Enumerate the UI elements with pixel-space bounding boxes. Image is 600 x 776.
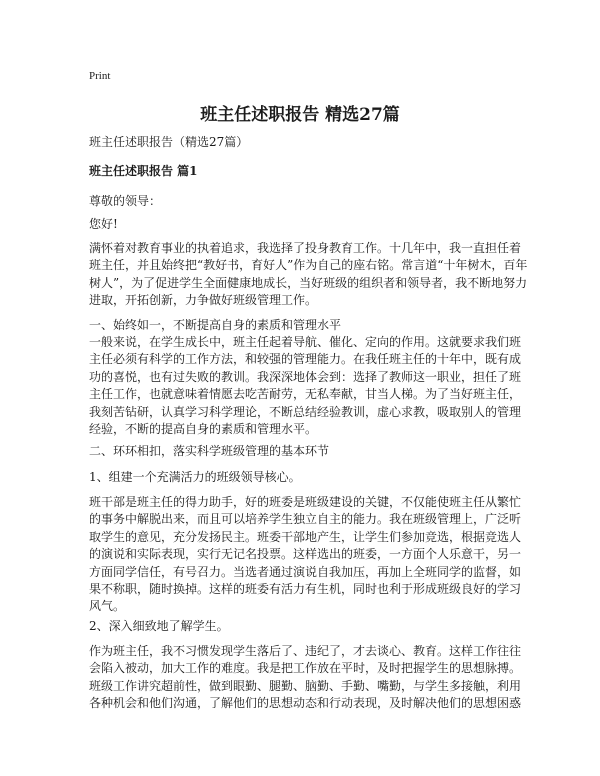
subheading-one: 1、组建一个充满活力的班级领导核心。	[89, 470, 301, 484]
greeting: 尊敬的领导：	[89, 194, 162, 208]
paragraph-self-improvement: 一般来说，在学生成长中，班主任起着导航、催化、定向的作用。这就要求我们班主任必须有科学的工作方法，和较强的管理能力。在我任班主任的十年中，既有成功的喜悦，也有过失败的教训。我深深地体会到：选择了教师这一职业，担任了班主任工作，也就意味着情愿去吃苦耐劳，无私奉献，甘当人梯。为了当好班主任，我刻苦钻研，认真学习科学理论，不断总结经验教训，虚心求教，吸取别人的管理经验，不断的提高自身的素质和管理水平。	[89, 335, 522, 437]
page-title: 班主任述职报告 精选27篇	[200, 105, 400, 125]
heading-one: 一、始终如一，不断提高自身的素质和管理水平	[89, 318, 342, 332]
heading-two: 二、环环相扣，落实科学班级管理的基本环节	[89, 444, 330, 458]
subheading-two: 2、深入细致地了解学生。	[89, 619, 229, 633]
paragraph-intro: 满怀着对教育事业的执着追求，我选择了投身教育工作。十几年中，我一直担任着班主任，并且始终把“教好书，育好人”作为自己的座右铭。常言道“十年树木，百年树人”，为了促进学生全面健康地成长，当好班级的组织者和领导者，我不断地努力进取，开拓创新，力争做好班级管理工作。	[89, 241, 528, 308]
paragraph-understand-students: 作为班主任，我不习惯发现学生落后了、违纪了，才去谈心、教育。这样工作往往会陷入被动，加大工作的难度。我是把工作放在平时，及时把握学生的思想脉搏。班级工作讲究超前性，做到眼勤、腿勤、脑勤、手勤、嘴勤，与学生多接触，利用各种机会和他们沟通，了解他们的思想动态和行动表现，及时解决他们的思想困惑	[89, 644, 522, 711]
document-subtitle: 班主任述职报告（精选27篇）	[89, 135, 249, 149]
section-title: 班主任述职报告 篇1	[89, 164, 198, 178]
print-link[interactable]: Print	[89, 70, 111, 82]
salutation: 您好!	[89, 217, 118, 231]
paragraph-class-leadership: 班干部是班主任的得力助手，好的班委是班级建设的关键，不仅能使班主任从繁忙的事务中解脱出来，而且可以培养学生独立自主的能力。我在班级管理上，广泛听取学生的意见，充分发扬民主。班委干部地产生，让学生们参加竞选，根据竞选人的演说和实际表现，实行无记名投票。这样选出的班委，一方面个人乐意干，另一方面同学信任，有号召力。当选者通过演说自我加压，再加上全班同学的监督，如果不称职，随时换掉。这样的班委有活力有生机，同时也利于形成班级良好的学习风气。	[89, 495, 522, 614]
